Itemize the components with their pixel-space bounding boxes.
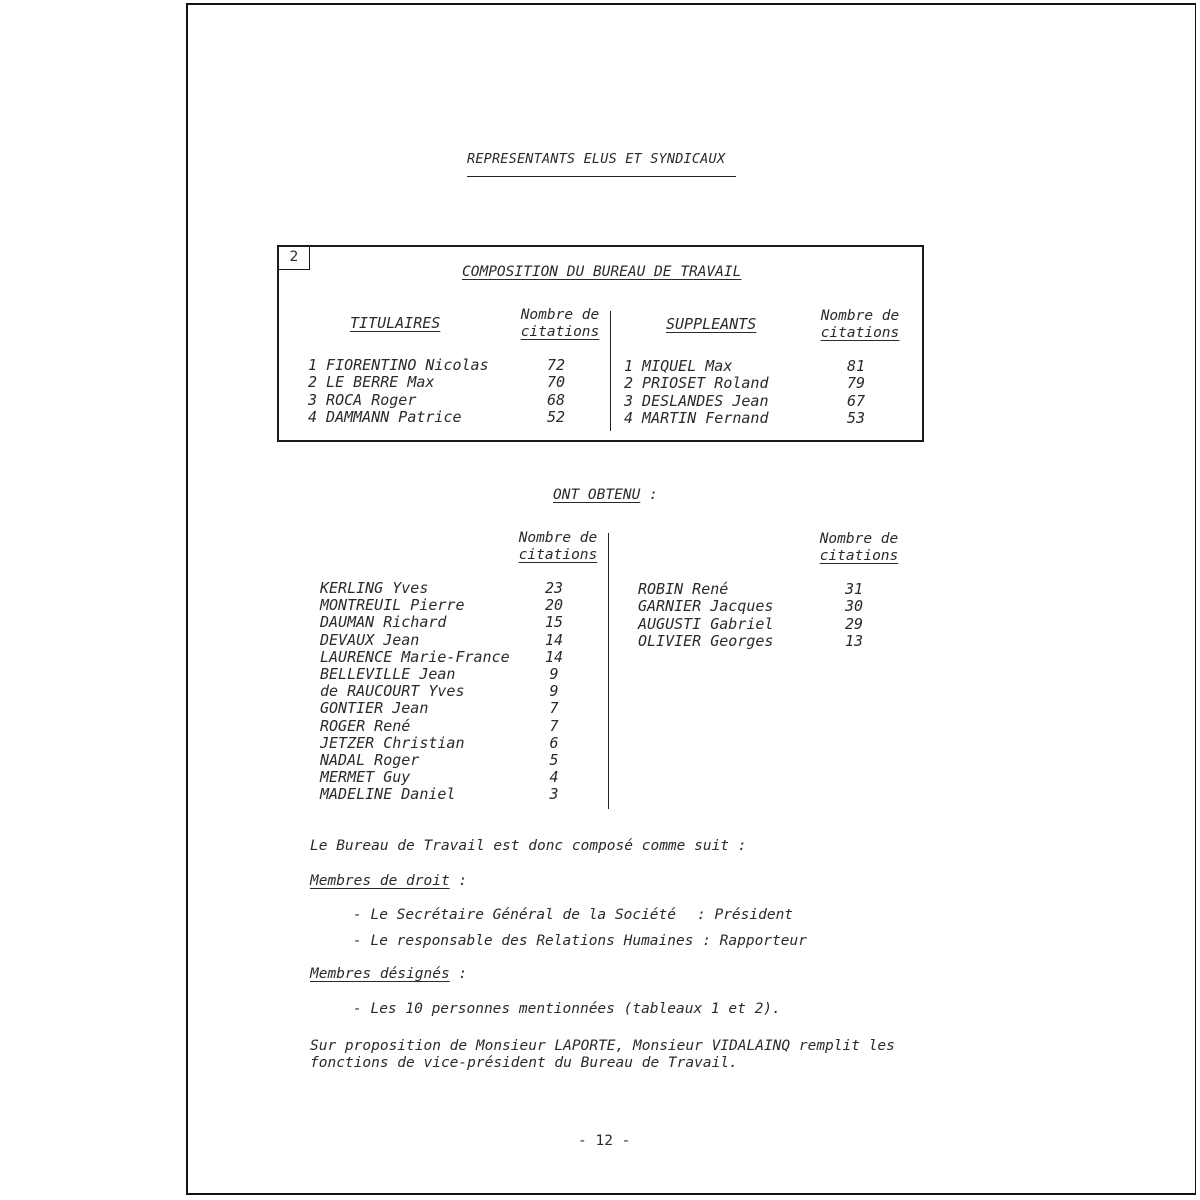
box-title: COMPOSITION DU BUREAU DE TRAVAIL (462, 264, 742, 280)
person-name: BELLEVILLE Jean (320, 665, 456, 683)
citation-count: 23 (544, 579, 564, 597)
page-title: REPRESENTANTS ELUS ET SYNDICAUX (467, 151, 726, 167)
citation-count: 6 (549, 733, 559, 752)
titulaires-header: TITULAIRES (350, 314, 441, 332)
table-number: 2 (279, 247, 310, 270)
membres-designes-label: Membres désignés (310, 966, 450, 982)
obtenu-column-divider (608, 533, 609, 809)
intro-text: Le Bureau de Travail est donc composé comme suit : (310, 838, 747, 854)
header-line-2: citations (518, 547, 598, 563)
person-name: 2 LE BERRE Max (308, 373, 435, 392)
citation-count: 53 (846, 408, 866, 427)
obtenu-left-count-header (514, 530, 602, 564)
person-name: AUGUSTI Gabriel (638, 614, 774, 633)
citation-count: 70 (546, 373, 566, 392)
obtenu-right-count-header (816, 531, 902, 565)
page-number: - 12 - (578, 1133, 631, 1149)
membres-droit-heading (310, 873, 467, 890)
citation-count: 9 (549, 665, 559, 683)
header-line-2: citations (820, 325, 900, 341)
droit-item-1-right: : Président (697, 907, 794, 923)
person-name: ROBIN René (638, 580, 729, 598)
person-name: LAURENCE Marie-France (320, 647, 510, 666)
person-name: KERLING Yves (320, 579, 429, 597)
membres-droit-colon: : (458, 873, 468, 889)
person-name: MADELINE Daniel (320, 785, 456, 804)
ont-obtenu-heading (553, 487, 658, 504)
person-name: DAUMAN Richard (320, 613, 447, 632)
citation-count: 72 (546, 356, 566, 374)
citation-count: 7 (549, 699, 559, 718)
person-name: NADAL Roger (320, 751, 420, 769)
citation-count: 20 (544, 596, 564, 615)
person-name: MERMET Guy (320, 768, 411, 787)
designes-item-1: - Les 10 personnes mentionnées (tableaux 1 et 2). (353, 1001, 781, 1017)
citation-count: 7 (549, 716, 559, 735)
person-name: GONTIER Jean (320, 699, 429, 718)
citation-count: 14 (544, 647, 564, 666)
citation-count: 3 (549, 785, 559, 804)
citation-count: 9 (549, 682, 559, 701)
closing-line-1: Sur proposition de Monsieur LAPORTE, Monsieur VIDALAINQ remplit les (310, 1038, 895, 1054)
citation-count: 81 (846, 357, 866, 375)
citation-count: 29 (844, 614, 864, 633)
citation-count: 52 (546, 407, 566, 426)
person-name: 4 MARTIN Fernand (624, 408, 769, 427)
membres-designes-heading (310, 966, 467, 983)
citation-count: 68 (546, 390, 566, 409)
person-name: OLIVIER Georges (638, 631, 774, 650)
droit-item-1-left: - Le Secrétaire Général de la Société (353, 907, 677, 923)
box-column-divider (610, 311, 611, 431)
person-name: 3 DESLANDES Jean (624, 391, 769, 410)
person-name: 4 DAMMANN Patrice (308, 407, 462, 426)
suppleants-count-header (817, 308, 903, 342)
header-line-2: citations (520, 324, 600, 340)
citation-count: 79 (846, 374, 866, 393)
person-name: 3 ROCA Roger (308, 390, 417, 409)
person-name: DEVAUX Jean (320, 630, 420, 649)
citation-count: 31 (844, 580, 864, 598)
header-line-1: Nombre de (820, 308, 900, 324)
title-underline (467, 176, 736, 177)
citation-count: 15 (544, 613, 564, 632)
person-name: GARNIER Jacques (638, 597, 774, 616)
header-line-1: Nombre de (819, 531, 899, 547)
closing-line-2: fonctions de vice-président du Bureau de Travail. (310, 1055, 738, 1071)
membres-droit-label: Membres de droit (310, 873, 450, 889)
citation-count: 5 (549, 751, 559, 769)
titulaires-count-header (516, 307, 604, 341)
ont-obtenu-colon: : (649, 487, 658, 503)
person-name: MONTREUIL Pierre (320, 596, 465, 615)
citation-count: 67 (846, 391, 866, 410)
person-name: 1 FIORENTINO Nicolas (308, 356, 489, 374)
membres-designes-colon: : (458, 966, 468, 982)
person-name: 1 MIQUEL Max (624, 357, 733, 375)
citation-count: 14 (544, 630, 564, 649)
droit-item-2: - Le responsable des Relations Humaines : Rapporteur (353, 933, 807, 949)
header-line-1: Nombre de (518, 530, 598, 546)
person-name: ROGER René (320, 716, 411, 735)
person-name: de RAUCOURT Yves (320, 682, 465, 701)
citation-count: 13 (844, 631, 864, 650)
ont-obtenu-title: ONT OBTENU (553, 487, 641, 503)
person-name: JETZER Christian (320, 733, 465, 752)
citation-count: 30 (844, 597, 864, 616)
header-line-2: citations (819, 548, 899, 564)
person-name: 2 PRIOSET Roland (624, 374, 769, 393)
citation-count: 4 (549, 768, 559, 787)
header-line-1: Nombre de (520, 307, 600, 323)
suppleants-header: SUPPLEANTS (666, 315, 757, 333)
